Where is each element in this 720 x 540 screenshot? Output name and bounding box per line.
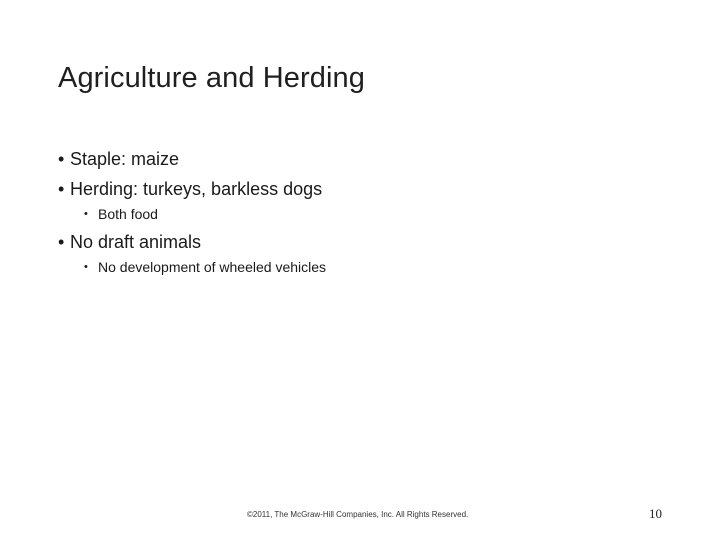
- slide-title: Agriculture and Herding: [58, 62, 365, 94]
- bullet-icon: •: [84, 261, 88, 273]
- copyright-footer: ©2011, The McGraw-Hill Companies, Inc. All Rights Reserved.: [247, 510, 469, 519]
- sub-bullet-text: No development of wheeled vehicles: [98, 259, 327, 275]
- bullet-text: Herding: turkeys, barkless dogs: [70, 179, 323, 199]
- bullet-item: [58, 178, 658, 200]
- bullet-icon: •: [58, 179, 65, 199]
- bullet-text: No draft animals: [70, 232, 202, 252]
- sub-bullet-text: Both food: [98, 206, 158, 222]
- bullet-item: [58, 148, 658, 170]
- bullet-item: [58, 231, 658, 253]
- bullet-text: Staple: maize: [70, 149, 180, 169]
- page-number: 10: [649, 506, 662, 521]
- bullet-list: [58, 148, 658, 284]
- bullet-icon: •: [84, 208, 88, 220]
- bullet-icon: •: [58, 149, 65, 169]
- sub-bullet-item: [58, 205, 658, 223]
- sub-bullet-item: [58, 258, 658, 276]
- bullet-icon: •: [58, 232, 65, 252]
